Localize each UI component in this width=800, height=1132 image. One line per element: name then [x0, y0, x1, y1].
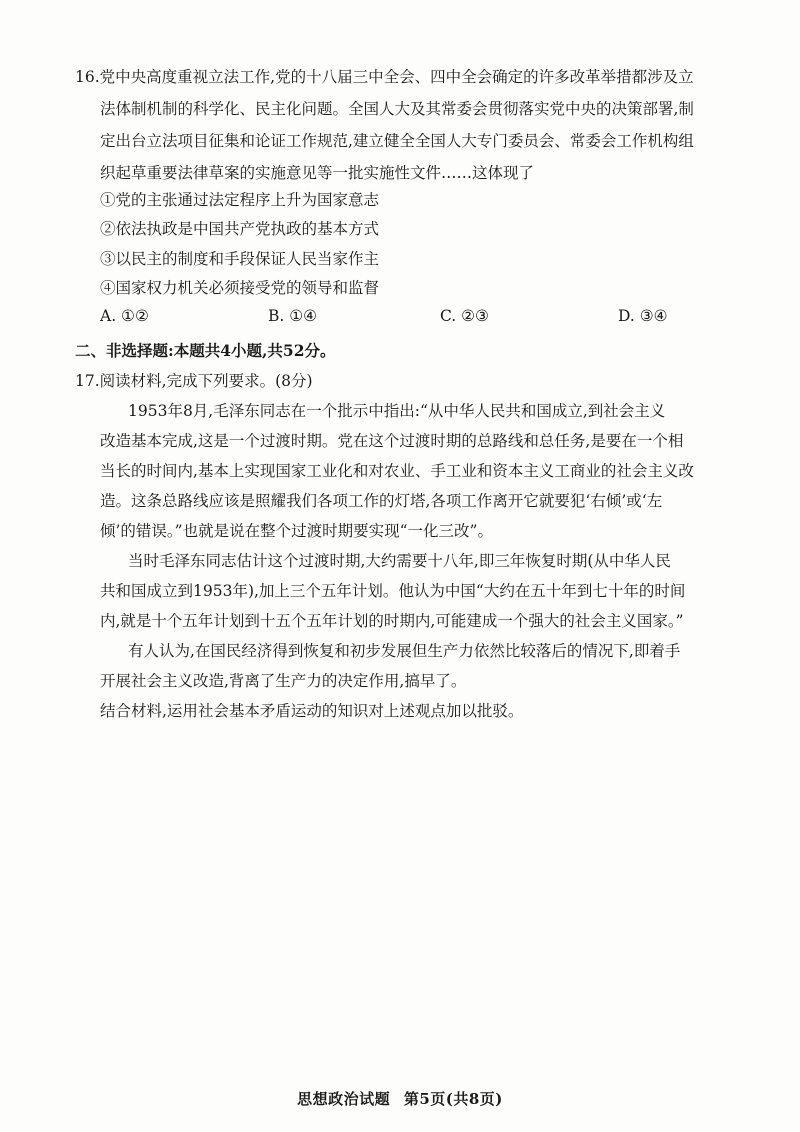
q16-stem-line-2: 法体制机制的科学化、民主化问题。全国人大及其常委会贯彻落实党中央的决策部署,制: [100, 100, 694, 118]
q16-stem-line-3: 定出台立法项目征集和论证工作规范,建立健全全国人大专门委员会、常委会工作机构组: [100, 132, 694, 150]
section-heading: 二、非选择题:本题共4小题,共52分。: [75, 341, 336, 360]
q17-task: 结合材料,运用社会基本矛盾运动的知识对上述观点加以批驳。: [100, 702, 524, 720]
q17-para1-line-2: 改造基本完成,这是一个过渡时期。党在这个过渡时期的总路线和总任务,是要在一个相: [100, 432, 684, 450]
q16-option-a: A. ①②: [100, 307, 149, 325]
q17-para1-line-1: 1953年8月,毛泽东同志在一个批示中指出:“从中华人民共和国成立,到社会主义: [128, 402, 666, 420]
q17-title: 17.阅读材料,完成下列要求。(8分): [75, 372, 313, 390]
q16-statement-3: ③以民主的制度和手段保证人民当家作主: [100, 250, 380, 268]
footer-subject: 思想政治试题: [297, 1090, 391, 1108]
q17-para3-line-1: 有人认为,在国民经济得到恢复和初步发展但生产力依然比较落后的情况下,即着手: [128, 642, 681, 660]
q16-options: [100, 307, 740, 331]
q17-para2-line-2: 共和国成立到1953年),加上三个五年计划。他认为中国“大约在五十年到七十年的时间: [100, 582, 686, 600]
q16-option-d: D. ③④: [618, 307, 668, 325]
q16-statement-1: ①党的主张通过法定程序上升为国家意志: [100, 191, 380, 209]
q16-statement-2: ②依法执政是中国共产党执政的基本方式: [100, 220, 380, 238]
q17-para1-line-5: 倾’的错误。”也就是说在整个过渡时期要实现“一化三改”。: [100, 522, 493, 540]
page-footer: [0, 1088, 800, 1109]
q17-para2-line-1: 当时毛泽东同志估计这个过渡时期,大约需要十八年,即三年恢复时期(从中华人民: [128, 552, 671, 570]
footer-page-number: 第5页(共8页): [403, 1090, 503, 1108]
q16-statement-4: ④国家权力机关必须接受党的领导和监督: [100, 279, 380, 297]
q17-para2-line-3: 内,就是十个五年计划到十五个五年计划的时期内,可能建成一个强大的社会主义国家。”: [100, 612, 684, 630]
q16-stem-line-1: 16.党中央高度重视立法工作,党的十八届三中全会、四中全会确定的许多改革举措都涉及立: [75, 68, 694, 86]
q16-stem-line-4: 织起草重要法律草案的实施意见等一批实施性文件……这体现了: [100, 164, 535, 182]
q16-option-b: B. ①④: [268, 307, 318, 325]
q16-option-c: C. ②③: [440, 307, 489, 325]
q17-para3-line-2: 开展社会主义改造,背离了生产力的决定作用,搞早了。: [100, 672, 467, 690]
q17-para1-line-4: 造。这条总路线应该是照耀我们各项工作的灯塔,各项工作离开它就要犯‘右倾’或‘左: [100, 492, 663, 510]
q17-para1-line-3: 当长的时间内,基本上实现国家工业化和对农业、手工业和资本主义工商业的社会主义改: [100, 462, 694, 480]
